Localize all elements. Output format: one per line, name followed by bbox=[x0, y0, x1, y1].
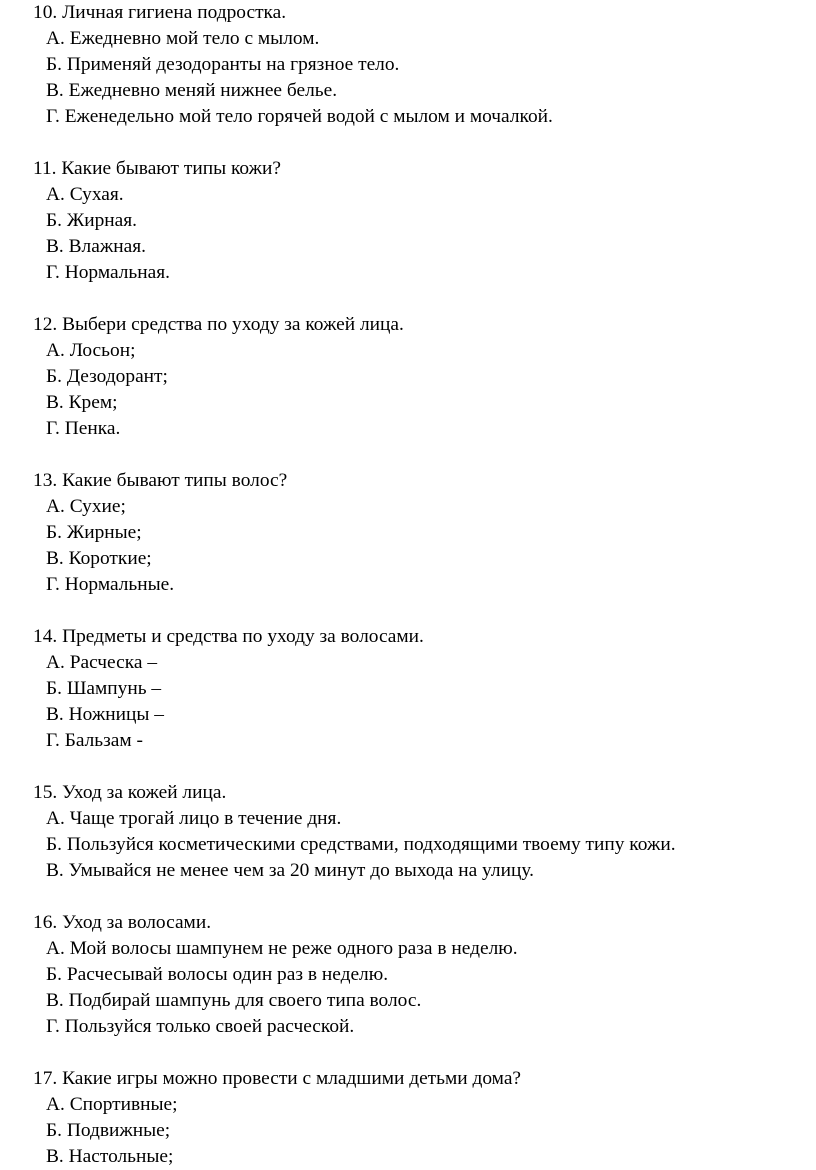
answer-option-d: Г. Пенка. bbox=[46, 418, 121, 439]
answer-option-d: Г. Пользуйся только своей расческой. bbox=[46, 1016, 355, 1037]
question-15 bbox=[33, 780, 803, 884]
question-title: 12. Выбери средства по уходу за кожей лица. bbox=[33, 314, 404, 335]
answer-option-b: Б. Применяй дезодоранты на грязное тело. bbox=[46, 54, 400, 75]
question-title: 16. Уход за волосами. bbox=[33, 912, 212, 933]
question-title: 13. Какие бывают типы волос? bbox=[33, 470, 288, 491]
answer-option-b: Б. Расчесывай волосы один раз в неделю. bbox=[46, 964, 389, 985]
answer-option-b: Б. Дезодорант; bbox=[46, 366, 168, 387]
answer-option-b: Б. Шампунь – bbox=[46, 678, 162, 699]
answer-option-c: В. Ежедневно меняй нижнее белье. bbox=[46, 80, 338, 101]
answer-option-b: Б. Жирная. bbox=[46, 210, 138, 231]
answer-option-b: Б. Жирные; bbox=[46, 522, 142, 543]
question-16 bbox=[33, 910, 803, 1040]
question-title: 14. Предметы и средства по уходу за волосами. bbox=[33, 626, 424, 647]
question-title: 11. Какие бывают типы кожи? bbox=[33, 158, 281, 179]
answer-option-a: А. Чаще трогай лицо в течение дня. bbox=[46, 808, 342, 829]
answer-option-c: В. Настольные; bbox=[46, 1146, 174, 1167]
question-title: 10. Личная гигиена подростка. bbox=[33, 2, 287, 23]
question-17 bbox=[33, 1066, 803, 1170]
answer-option-a: А. Сухие; bbox=[46, 496, 126, 517]
answer-option-a: А. Спортивные; bbox=[46, 1094, 178, 1115]
document-body bbox=[33, 0, 803, 1170]
question-title: 15. Уход за кожей лица. bbox=[33, 782, 227, 803]
answer-option-a: А. Расческа – bbox=[46, 652, 158, 673]
question-title: 17. Какие игры можно провести с младшими детьми дома? bbox=[33, 1068, 522, 1089]
answer-option-d: Г. Нормальная. bbox=[46, 262, 171, 283]
question-12 bbox=[33, 312, 803, 442]
answer-option-c: В. Умывайся не менее чем за 20 минут до выхода на улицу. bbox=[46, 860, 534, 881]
answer-option-b: Б. Подвижные; bbox=[46, 1120, 171, 1141]
question-11 bbox=[33, 156, 803, 286]
answer-option-c: В. Крем; bbox=[46, 392, 118, 413]
answer-option-c: В. Короткие; bbox=[46, 548, 152, 569]
answer-option-b: Б. Пользуйся косметическими средствами, подходящими твоему типу кожи. bbox=[46, 834, 676, 855]
answer-option-a: А. Лосьон; bbox=[46, 340, 136, 361]
answer-option-c: В. Подбирай шампунь для своего типа волос. bbox=[46, 990, 422, 1011]
answer-option-c: В. Ножницы – bbox=[46, 704, 164, 725]
answer-option-a: А. Ежедневно мой тело с мылом. bbox=[46, 28, 320, 49]
answer-option-a: А. Сухая. bbox=[46, 184, 124, 205]
answer-option-c: В. Влажная. bbox=[46, 236, 146, 257]
question-13 bbox=[33, 468, 803, 598]
question-14 bbox=[33, 624, 803, 754]
answer-option-d: Г. Еженедельно мой тело горячей водой с мылом и мочалкой. bbox=[46, 106, 553, 127]
answer-option-a: А. Мой волосы шампунем не реже одного раза в неделю. bbox=[46, 938, 518, 959]
answer-option-d: Г. Бальзам - bbox=[46, 730, 143, 751]
answer-option-d: Г. Нормальные. bbox=[46, 574, 175, 595]
question-10 bbox=[33, 0, 803, 130]
